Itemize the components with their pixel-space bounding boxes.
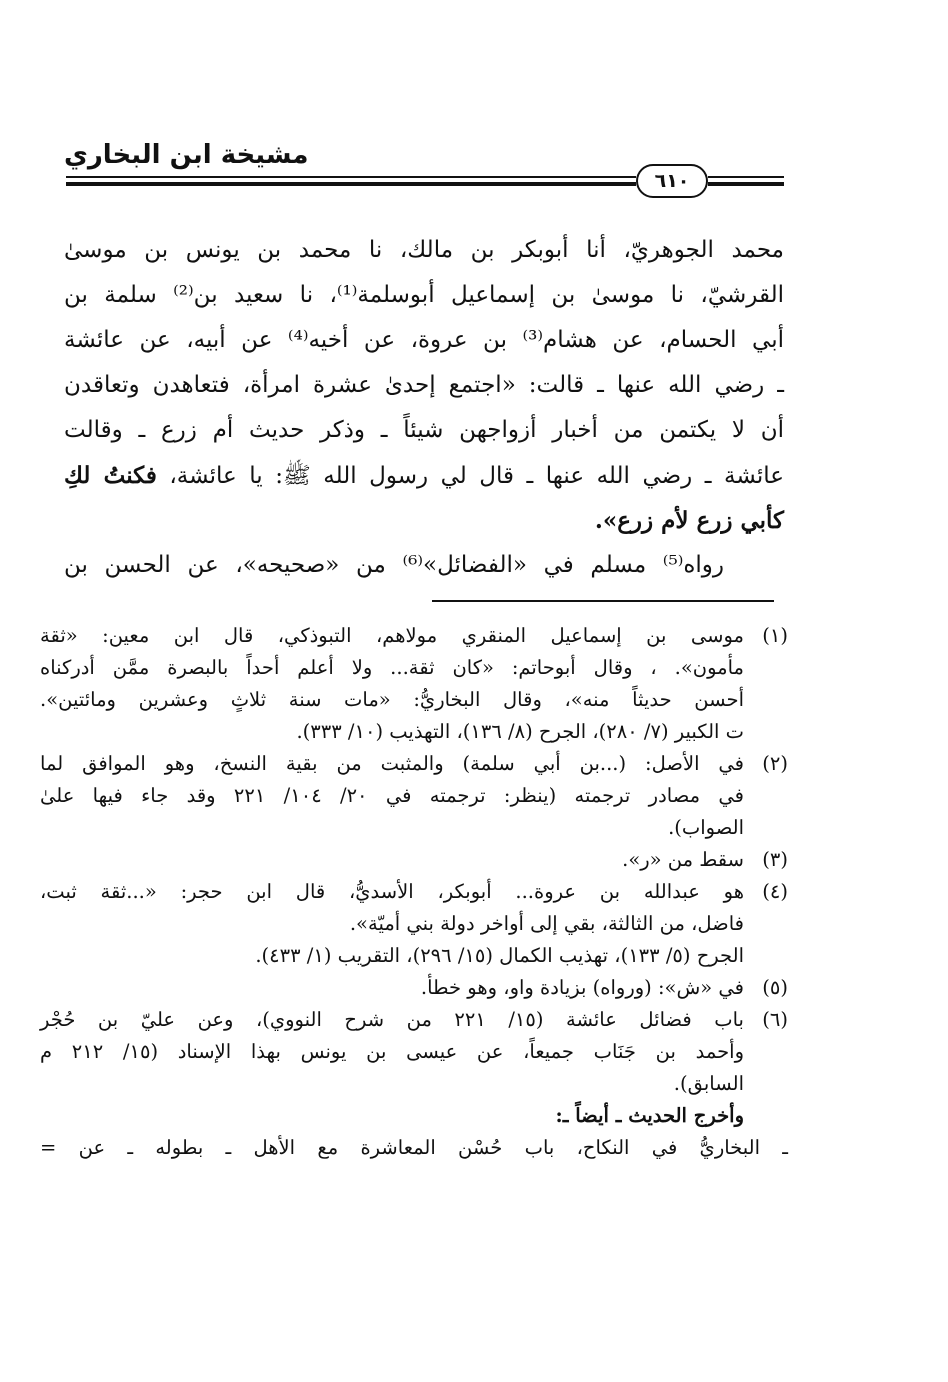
footnote-line: هو عبدالله بن عروة... أبوبكر، الأسديُّ، قال ابن حجر: «...ثقة ثبت، — [40, 880, 744, 903]
footnote — [40, 972, 788, 1004]
footnote-line: ـ البخاريُّ في النكاح، باب حُسْن المعاشرة مع الأهل ـ بطوله ـ عن = — [40, 1136, 788, 1159]
footnote-line: ت الكبير (٧/ ٢٨٠)، الجرح (٨/ ١٣٦)، التهذيب (١٠/ ٣٣٣). — [296, 720, 744, 743]
text-line: القرشيّ، نا موسىٰ بن إسماعيل أبوسلمة⁽¹⁾، نا سعيد بن⁽²⁾ سلمة بن — [64, 282, 784, 308]
footnote-line: في مصادر ترجمته (ينظر: ترجمته في ٢٠/ ١٠٤/ ٢٢١ وقد جاء فيها علىٰ — [40, 784, 744, 807]
text-line: أبي الحسام، عن هشام⁽³⁾ بن عروة، عن أخيه⁽⁴⁾ عن أبيه، عن عائشة — [64, 327, 785, 353]
main-text — [64, 228, 784, 588]
footnote — [40, 844, 788, 876]
footnote-body — [40, 972, 744, 1004]
footnote-number: (٦) — [762, 1008, 788, 1031]
footnote-number: (٤) — [762, 880, 788, 903]
footnote-line: في «ش»: (ورواه) بزيادة واو، وهو خطأ. — [420, 976, 744, 999]
page-number: ٦١٠ — [636, 164, 708, 198]
footnote-line: فاضل، من الثالثة، بقي إلى أواخر دولة بني أميّة». — [349, 912, 744, 935]
footnote-line: أحسن حديثاً منه»، وقال البخاريُّ: «مات سنة ثلاثٍ وعشرين ومائتين». — [40, 688, 744, 711]
header-rule — [708, 182, 784, 186]
header-rule — [708, 176, 784, 178]
footnote-body — [40, 1004, 744, 1100]
footnote-line: في الأصل: (...بن أبي سلمة) والمثبت من بقية النسخ، وهو الموافق لما — [40, 752, 744, 775]
header-rule — [66, 176, 636, 178]
header-rule — [66, 182, 636, 186]
footnote-continuation — [40, 1100, 788, 1132]
footnote-line: موسى بن إسماعيل المنقري مولاهم، التبوذكي، قال ابن معين: «ثقة — [40, 624, 744, 647]
bold-phrase: فكنتُ لكِ — [64, 462, 157, 489]
book-title: مشيخة ابن البخاري — [64, 140, 309, 170]
footnote — [40, 876, 788, 972]
text-line: أن لا يكتمن من أخبار أزواجهن شيئاً ـ وذكر حديث أم زرع ـ وقالت — [64, 417, 784, 443]
footnote — [40, 1004, 788, 1100]
footnote-body — [40, 620, 744, 748]
footnote — [40, 620, 788, 748]
footnote — [40, 748, 788, 844]
text-line: كأبي زرع لأم زرع». — [594, 507, 784, 534]
footnote-number: (٥) — [762, 976, 788, 999]
footnote-line: وأحمد بن جَنَاب جميعاً، عن عيسى بن يونس بهذا الإسناد (١٥/ ٢١٢ م — [40, 1040, 744, 1063]
footnote-separator — [432, 600, 774, 602]
footnotes — [40, 620, 788, 1164]
footnote-number: (٢) — [762, 752, 788, 775]
footnote-body — [40, 876, 744, 972]
footnote-body — [40, 844, 744, 876]
text-line: محمد الجوهريّ، أنا أبوبكر بن مالك، نا محمد بن يونس بن موسىٰ — [64, 237, 784, 263]
text-line: رواه⁽⁵⁾ مسلم في «الفضائل»⁽⁶⁾ من «صحيحه»، عن الحسن بن — [64, 552, 724, 578]
footnote-body — [40, 748, 744, 844]
footnote-number: (٣) — [762, 848, 788, 871]
footnote-line: مأمون». ، وقال أبوحاتم: «كان ثقة... ولا أعلم أحداً بالبصرة ممَّن أدركناه — [40, 656, 744, 679]
footnote-line: باب فضائل عائشة (١٥/ ٢٢١ من شرح النووي)، وعن عليّ بن حُجْر — [40, 1008, 744, 1031]
footnote-line: الصواب). — [668, 816, 744, 839]
text-segment: عائشة ـ رضي الله عنها ـ قال لي رسول الله ﷺ: يا عائشة، — [169, 463, 785, 489]
footnote-heading: وأخرج الحديث ـ أيضاً ـ: — [555, 1104, 744, 1127]
footnote-line: السابق). — [673, 1072, 744, 1095]
footnote-line: سقط من «ر». — [622, 848, 744, 871]
footnote-line: الجرح (٥/ ١٣٣)، تهذيب الكمال (١٥/ ٢٩٦)، التقريب (١/ ٤٣٣). — [255, 944, 744, 967]
text-line — [64, 453, 784, 498]
footnote-number: (١) — [762, 624, 788, 647]
text-line: ـ رضي الله عنها ـ قالت: «اجتمع إحدىٰ عشرة امرأة، فتعاهدن وتعاقدن — [64, 372, 784, 398]
